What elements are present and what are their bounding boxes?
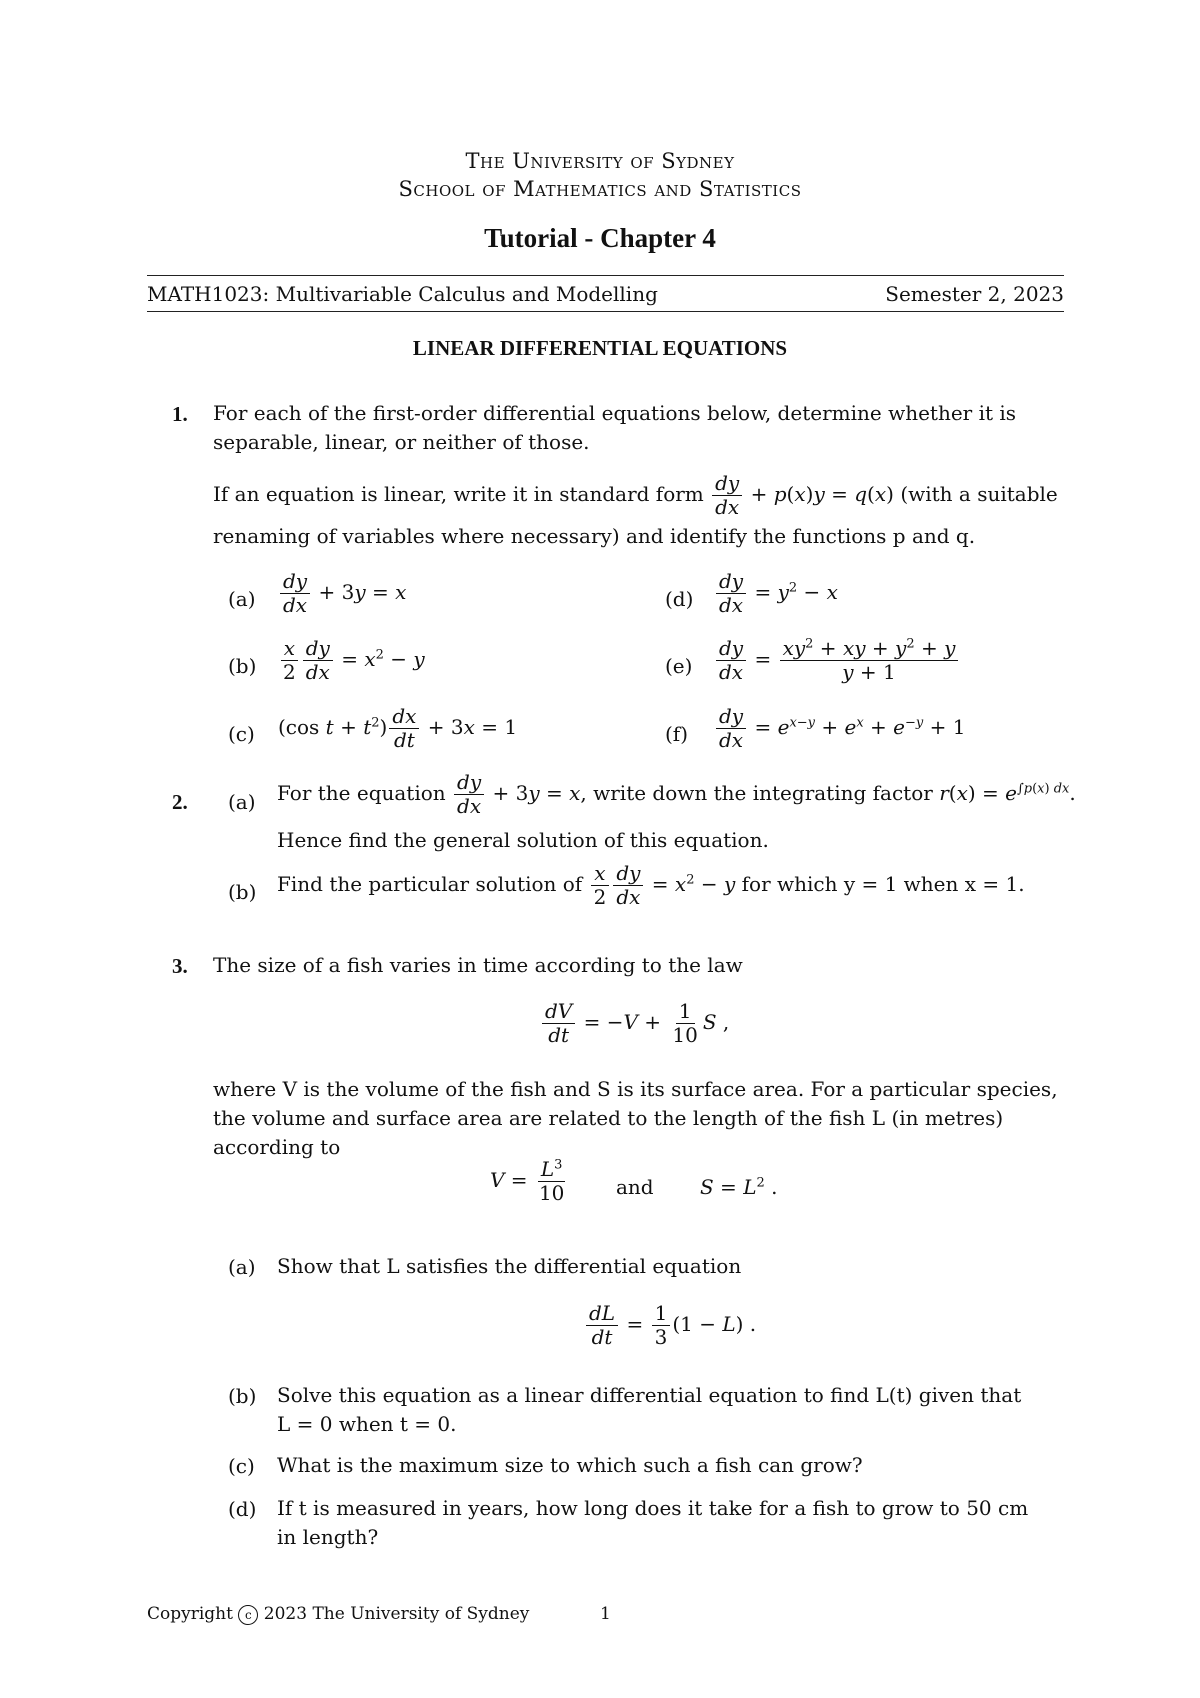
- q1-part-a-label: (a): [228, 587, 256, 611]
- q2-equation: $\frac{dy}{dx}$ + 3y = x: [452, 781, 580, 805]
- q1-equation-e: $\frac{dy}{dx}$ = $\frac{xy^2 + xy + y^2 + y}{y + 1}$: [714, 637, 960, 684]
- copyright-notice: Copyright c 2023 The University of Sydney: [147, 1604, 530, 1624]
- semester-label: Semester 2, 2023: [885, 282, 1064, 306]
- q2-part-b-line: Find the particular solution of $\frac{x}{2}$ $\frac{dy}{dx}$ = $x^2 - y$ for which y = 1 when x = 1.: [277, 861, 1025, 909]
- q3-part-b-line-1: Solve this equation as a linear differential equation to find L(t) given that: [277, 1383, 1022, 1407]
- copyright-icon: c: [238, 1605, 258, 1625]
- integrating-factor: $r(x) = e^{\int p(x) dx}$.: [939, 781, 1076, 805]
- q1-equation-f: $\frac{dy}{dx}$ = $e^{x-y} + e^x + e^{-y} + 1$: [714, 705, 965, 752]
- section-title: LINEAR DIFFERENTIAL EQUATIONS: [412, 336, 788, 360]
- q2-part-a-line-1: For the equation $\frac{dy}{dx}$ + 3y = x, write down the integrating factor $r(x) = e^{\int p(x) dx}$.: [277, 770, 1076, 818]
- q1-part-e-label: (e): [665, 654, 693, 678]
- question-3-para-3: according to: [213, 1135, 341, 1159]
- surface-relation: $S = L^2$ .: [700, 1175, 778, 1199]
- q3-part-d-line-2: in length?: [277, 1525, 379, 1549]
- q1-part-c-label: (c): [228, 722, 255, 746]
- q1-part-b-label: (b): [228, 654, 257, 678]
- q1-equation-b: $\frac{x}{2}$ $\frac{dy}{dx}$ = $x^2 - y$: [278, 637, 425, 684]
- question-1-line-1: For each of the first-order differential equations below, determine whether it is: [213, 401, 1017, 425]
- question-3-para-2: the volume and surface area are related to the length of the fish L (in metres): [213, 1106, 1004, 1130]
- q3-part-b-line-2: L = 0 when t = 0.: [277, 1412, 457, 1436]
- question-1-number: 1.: [172, 402, 188, 426]
- q1-part-f-label: (f): [665, 722, 689, 746]
- q3-part-c-text: What is the maximum size to which such a fish can grow?: [277, 1453, 863, 1477]
- header-rule-top: [147, 275, 1064, 276]
- length-equation: $\frac{dL}{dt}$ = $\frac{1}{3}$ (1 − L) .: [584, 1302, 756, 1349]
- question-3-number: 3.: [172, 954, 188, 978]
- q3-part-b-label: (b): [228, 1384, 257, 1408]
- q3-part-d-line-1: If t is measured in years, how long does it take for a fish to grow to 50 cm: [277, 1496, 1029, 1520]
- q1-equation-c: (cos $t + t^2$) $\frac{dx}{dt}$ + 3x = 1: [278, 704, 518, 752]
- standard-form-equation: $\frac{dy}{dx}$ + p(x)y = q(x): [710, 482, 894, 506]
- and-word: and: [616, 1175, 654, 1199]
- q2-part-b-label: (b): [228, 880, 257, 904]
- question-2-number: 2.: [172, 790, 188, 814]
- q1-equation-d: $\frac{dy}{dx}$ = $y^2 - x$: [714, 570, 838, 617]
- q2-part-a-line-2: Hence find the general solution of this equation.: [277, 828, 769, 852]
- q3-part-d-label: (d): [228, 1497, 257, 1521]
- question-3-para-1: where V is the volume of the fish and S is its surface area. For a particular species,: [213, 1077, 1058, 1101]
- volume-relation: V = $\frac{L^3}{10}$: [490, 1157, 565, 1205]
- header-rule-bottom: [147, 311, 1064, 312]
- q1-part-d-label: (d): [665, 587, 694, 611]
- question-3-intro: The size of a fish varies in time according to the law: [213, 953, 743, 977]
- q2-part-a-label: (a): [228, 790, 256, 814]
- q3-part-c-label: (c): [228, 1454, 255, 1478]
- fish-growth-law: $\frac{dV}{dt}$ = −V + $\frac{1}{10}$ S ,: [540, 1000, 729, 1047]
- q3-part-a-label: (a): [228, 1255, 256, 1279]
- question-1-line-3: If an equation is linear, write it in standard form $\frac{dy}{dx}$ + p(x)y = q(x) (with a suitable: [213, 471, 1058, 519]
- q2-b-equation: $\frac{x}{2}$ $\frac{dy}{dx}$ = $x^2 - y$: [589, 872, 736, 896]
- q3-part-a-text: Show that L satisfies the differential equation: [277, 1254, 742, 1278]
- school-name: School of Mathematics and Statistics: [398, 177, 802, 201]
- page-number: 1: [600, 1604, 611, 1624]
- university-name: The University of Sydney: [465, 149, 735, 173]
- question-1-line-2: separable, linear, or neither of those.: [213, 430, 590, 454]
- q1-equation-a: $\frac{dy}{dx}$ + 3y = x: [278, 570, 406, 617]
- page-title: Tutorial - Chapter 4: [484, 223, 716, 253]
- question-1-line-4: renaming of variables where necessary) and identify the functions p and q.: [213, 524, 976, 548]
- course-name: MATH1023: Multivariable Calculus and Modelling: [147, 282, 658, 306]
